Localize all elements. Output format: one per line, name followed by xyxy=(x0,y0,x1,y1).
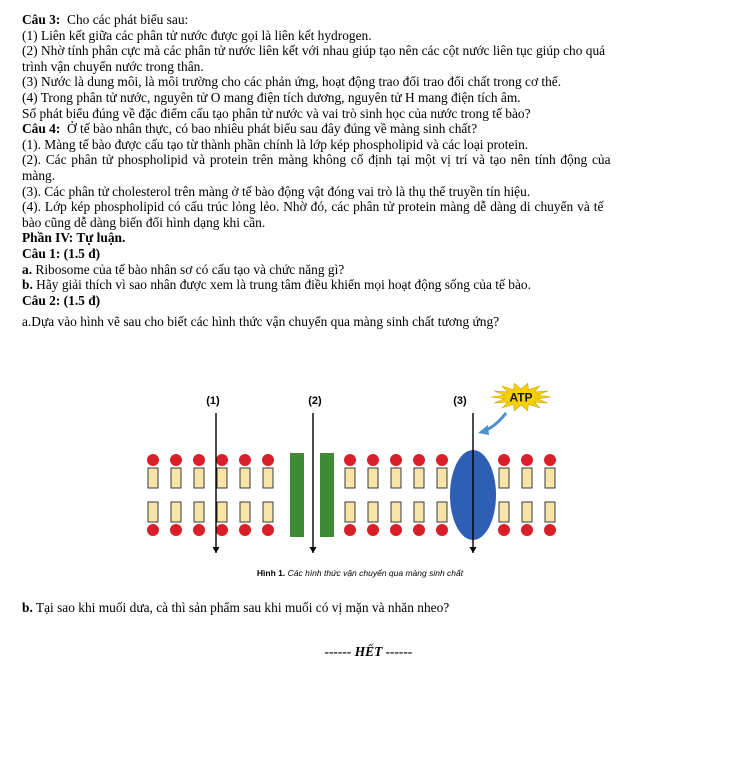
essay2-b-label: b. xyxy=(22,600,33,615)
q3-intro: Cho các phát biểu sau: xyxy=(67,12,189,27)
part4-title-text: Phần IV: Tự luận. xyxy=(22,230,126,246)
phospholipid-head xyxy=(413,524,425,536)
q4-statement-4b: bào cũng dễ dàng biến đổi hình dạng khi cần. xyxy=(22,214,266,230)
phospholipid-head xyxy=(390,454,402,466)
phospholipid-head xyxy=(390,524,402,536)
q4-statement-2a: (2). Các phân tử phospholipid và protein trên màng không cố định tại một vị trí và tạo nên tính động của xyxy=(22,152,611,168)
caption-italic: Các hình thức vận chuyển qua màng sinh chất xyxy=(287,568,464,578)
pump-arrow-head xyxy=(470,547,477,553)
essay2-b-text: Tại sao khi muối dưa, cà thì sản phẩm sau khi muối có vị mặn và nhăn nheo? xyxy=(35,600,450,615)
essay1-b-text: Hãy giải thích vì sao nhân được xem là trung tâm điều khiển mọi hoạt động sống của tế bào. xyxy=(36,277,531,293)
phospholipid-tail xyxy=(240,468,250,488)
phospholipid-head xyxy=(262,454,274,466)
phospholipid-head xyxy=(544,524,556,536)
phospholipid-head xyxy=(147,524,159,536)
end-marker: ------ HẾT ------ xyxy=(324,644,413,659)
q4-label: Câu 4: xyxy=(22,121,61,137)
phospholipid-tail xyxy=(391,468,401,488)
phospholipid-head xyxy=(521,454,533,466)
q4-statement-1: (1). Màng tế bào được cấu tạo từ thành phần chính là lớp kép phospholipid và các loại protein. xyxy=(22,136,529,152)
phospholipid-head xyxy=(216,524,228,536)
figure-caption xyxy=(140,568,580,578)
q3-statement-2a: (2) Nhờ tính phân cực mà các phân tử nước liên kết với nhau giúp tạo nên các cột nước liên tục giúp cho quá xyxy=(22,43,606,59)
phospholipid-tail xyxy=(545,502,555,522)
phospholipid-tail xyxy=(171,502,181,522)
q3-statement-1: (1) Liên kết giữa các phân tử nước được gọi là liên kết hydrogen. xyxy=(22,27,372,43)
phospholipid-tail xyxy=(368,468,378,488)
atp-label: ATP xyxy=(509,390,533,405)
phospholipid-tail xyxy=(437,502,447,522)
q4-statement-2b: màng. xyxy=(22,167,56,183)
phospholipid-tail xyxy=(194,502,204,522)
phospholipid-tail xyxy=(263,502,273,522)
phospholipid-head xyxy=(367,454,379,466)
essay2-b xyxy=(22,600,449,616)
phospholipid-tail xyxy=(217,468,227,488)
channel-protein-left xyxy=(290,453,304,537)
essay1-a xyxy=(22,262,722,278)
phospholipid-tail xyxy=(545,468,555,488)
q4-statement-4a: (4). Lớp kép phospholipid có cấu trúc lỏng lẻo. Nhờ đó, các phân tử protein màng dễ dàng di chuyển và tế xyxy=(22,199,604,215)
phospholipid-head xyxy=(193,454,205,466)
phospholipid-tail xyxy=(437,468,447,488)
q3-header xyxy=(22,12,722,28)
phospholipid-tail xyxy=(499,502,509,522)
q3-question: Số phát biểu đúng về đặc điểm cấu tạo phân tử nước và vai trò sinh học của nước trong tế bào? xyxy=(22,105,531,121)
phospholipid-head xyxy=(239,454,251,466)
q3-statement-3: (3) Nước là dung môi, là môi trường cho các phản ứng, hoạt động trao đổi trao đổi chất trong cơ thể. xyxy=(22,74,562,90)
diffusion-arrow-head xyxy=(213,547,220,553)
phospholipid-tail xyxy=(171,468,181,488)
q4-intro: Ở tế bào nhân thực, có bao nhiêu phát biểu sau đây đúng về màng sinh chất? xyxy=(67,121,478,137)
phospholipid-tail xyxy=(240,502,250,522)
essay2-label-text: Câu 2: (1.5 đ) xyxy=(22,292,101,308)
atp-arrow-head xyxy=(478,425,489,435)
phospholipid-head xyxy=(413,454,425,466)
essay1-a-text: Ribosome của tế bào nhân sơ có cấu tạo và chức năng gì? xyxy=(35,261,345,277)
caption-bold: Hình 1. xyxy=(256,568,286,578)
label-2: (2) xyxy=(308,395,322,407)
phospholipid-tail xyxy=(414,468,424,488)
label-1: (1) xyxy=(206,395,220,407)
q4-header xyxy=(22,121,722,137)
channel-protein-right xyxy=(320,453,334,537)
phospholipid-head xyxy=(544,454,556,466)
essay2-label xyxy=(22,293,722,309)
phospholipid-tail xyxy=(148,468,158,488)
q3-statement-4: (4) Trong phân tử nước, nguyên tử O mang điện tích dương, nguyên tử H mang điện tích âm. xyxy=(22,89,521,105)
phospholipid-head xyxy=(193,524,205,536)
essay1-label xyxy=(22,246,722,262)
phospholipid-head xyxy=(216,454,228,466)
phospholipid-tail xyxy=(345,468,355,488)
phospholipid-head xyxy=(170,524,182,536)
phospholipid-tail xyxy=(217,502,227,522)
phospholipid-head xyxy=(436,524,448,536)
phospholipid-head xyxy=(262,524,274,536)
q4-statement-3: (3). Các phân tử cholesterol trên màng ở tế bào động vật đóng vai trò là thụ thể truyền tín hiệu. xyxy=(22,183,531,199)
phospholipid-head xyxy=(521,524,533,536)
membrane-transport-figure xyxy=(140,383,580,583)
phospholipid-tail xyxy=(263,468,273,488)
q3-statement-2b: trình vận chuyển nước trong thân. xyxy=(22,58,204,74)
essay1-label-text: Câu 1: (1.5 đ) xyxy=(22,245,101,261)
essay2-a: a.Dựa vào hình vẽ sau cho biết các hình thức vận chuyển qua màng sinh chất tương ứng? xyxy=(22,314,500,330)
essay1-b-label: b. xyxy=(22,277,33,293)
channel-arrow-head xyxy=(310,547,317,553)
essay1-a-label: a. xyxy=(22,261,33,277)
membrane-diagram xyxy=(140,383,580,568)
part4-title xyxy=(22,230,722,246)
phospholipid-head xyxy=(436,454,448,466)
essay1-b xyxy=(22,277,722,293)
phospholipid-tail xyxy=(522,502,532,522)
phospholipid-head xyxy=(367,524,379,536)
phospholipid-head xyxy=(147,454,159,466)
phospholipid-head xyxy=(344,524,356,536)
phospholipid-head xyxy=(498,454,510,466)
phospholipid-tail xyxy=(522,468,532,488)
phospholipid-tail xyxy=(368,502,378,522)
phospholipid-tail xyxy=(345,502,355,522)
phospholipid-head xyxy=(239,524,251,536)
phospholipid-tail xyxy=(148,502,158,522)
label-3: (3) xyxy=(453,395,467,407)
phospholipid-tail xyxy=(414,502,424,522)
phospholipid-tail xyxy=(499,468,509,488)
phospholipid-head xyxy=(170,454,182,466)
q3-label: Câu 3: xyxy=(22,12,61,27)
phospholipid-tail xyxy=(391,502,401,522)
exam-text xyxy=(22,12,722,330)
phospholipid-head xyxy=(344,454,356,466)
phospholipid-tail xyxy=(194,468,204,488)
phospholipid-head xyxy=(498,524,510,536)
